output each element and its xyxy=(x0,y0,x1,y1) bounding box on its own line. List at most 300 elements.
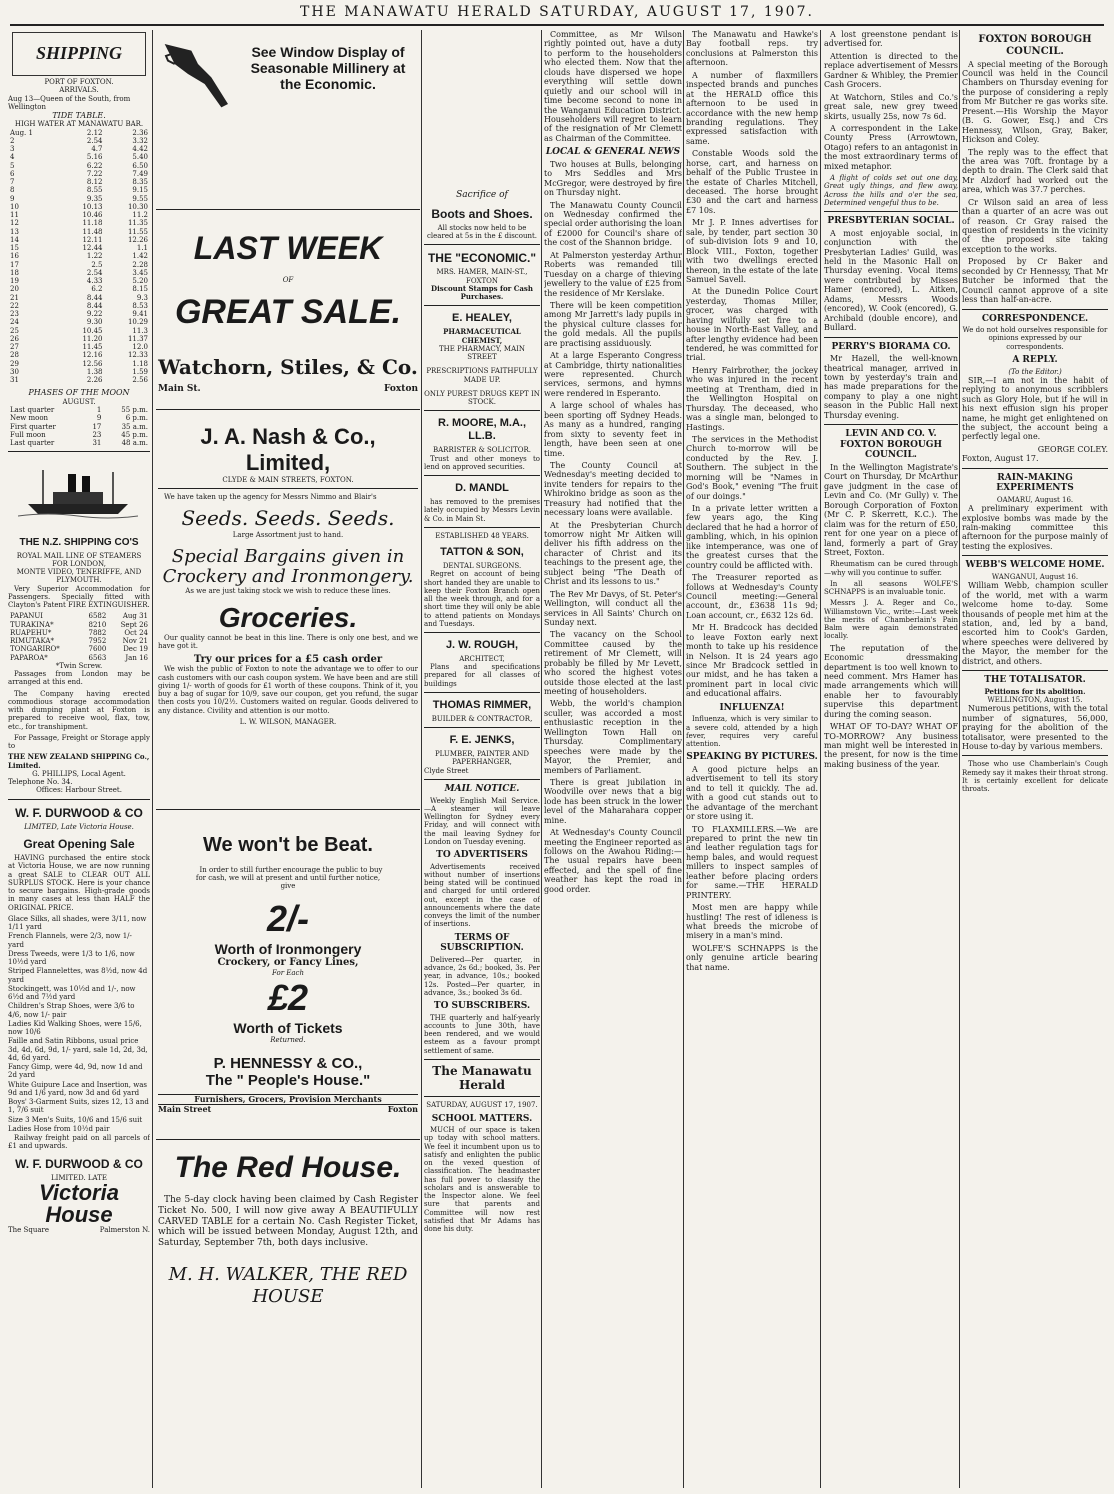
shipping-logo xyxy=(12,32,146,76)
tide-row xyxy=(8,195,150,203)
phases-title: PHASES OF THE MOON xyxy=(28,388,130,398)
phase-row-cell: 45 p.m. xyxy=(121,430,148,439)
of-text: OF xyxy=(282,275,294,284)
tide-row-cell: 10.45 xyxy=(82,326,103,335)
tide-row-cell: 10.29 xyxy=(127,318,148,327)
steamer-row-cell: Sept 26 xyxy=(120,620,148,629)
tide-row-cell: 12.16 xyxy=(82,351,103,360)
phases-table xyxy=(8,406,150,447)
tide-row-cell: 8.44 xyxy=(86,301,103,310)
phase-row-cell: 9 xyxy=(96,414,102,423)
mandl-title: D. MANDL xyxy=(455,482,509,495)
sale-text: HAVING purchased the entire stock at Victoria House, we are now running a great SALE to CLEAR OUT ALL SURPLUS STOCK. Here is your chance to secure bargains. High-grade goods in many cases at less than HALF the ORIGINAL PRICE. xyxy=(8,854,150,912)
phase-row-cell: 55 p.m. xyxy=(121,406,148,415)
tide-row-cell: 30 xyxy=(10,367,19,376)
steamer-row xyxy=(8,612,150,620)
reply-heading: A REPLY. xyxy=(1012,354,1058,365)
sale-item: Fancy Gimp, were 4d, 9d, now 1d and 2d yard xyxy=(8,1063,143,1080)
tide-row-cell: 18 xyxy=(10,268,19,277)
tide-row-cell: 1.38 xyxy=(86,367,103,376)
tide-row-cell: 12.0 xyxy=(132,343,148,352)
manager-signature: L. W. WILSON, MANAGER. xyxy=(239,717,337,726)
tide-row-cell: 11.37 xyxy=(127,334,148,343)
tide-row-cell: 2.12 xyxy=(86,128,103,137)
wolfes-small-text: In all seasons WOLFE'S SCHNAPPS is an invaluable tonic. xyxy=(824,579,958,597)
tide-row-cell: 1.1 xyxy=(136,244,148,253)
tide-row-cell: 11.48 xyxy=(82,227,103,236)
news-paragraph: Mr J. P. Innes advertises for sale, by tender, part section 30 of sub-division lots 9 and 10, Block VIII., Foxton, together with two dwellings erected thereon, in the estate of the late Samuel Savell. xyxy=(686,218,818,284)
telephone: Telephone No. 34. xyxy=(8,778,73,787)
news-paragraph: At Watchorn, Stiles and Co.'s great sale, new grey tweed skirts, usually 25s, now 7s 6d. xyxy=(824,92,958,121)
tide-row-cell: 11 xyxy=(10,211,19,220)
tide-row-cell: 10.13 xyxy=(82,202,103,211)
phases-subtitle: AUGUST. xyxy=(62,397,96,406)
column-business xyxy=(424,30,540,1488)
try-order-text: We wish the public of Foxton to note the advantage we to offer to our cash customers with our cash coupon system. We have been and are still giving 1/- worth of goods for £1 worth of these coupons. Think of it, you buy a bag of sugar for 10/9, save our coupon, get you refund, the sugar then costs you 10/2½. Customers waited on regular. Goods delivered to any distance. Civility and attention is our motto. xyxy=(158,665,418,715)
square-text: The Square xyxy=(8,1226,49,1235)
tide-row-cell: 3.32 xyxy=(132,136,148,145)
phase-row-cell: First quarter xyxy=(10,422,56,431)
news-paragraph: At the Presbyterian Church tomorrow night Mr Aitken will deliver his fifth address on the character of Christ and its teachings to the present age, the subject being "The Death of Christ and its lessons to us." xyxy=(544,520,682,587)
bargains-heading: Special Bargains given in Crockery and Ironmongery. xyxy=(162,546,414,588)
tide-row xyxy=(8,203,150,211)
terms-text: Delivered—Per quarter, in advance, 2s 6d.; booked, 3s. Per year, in advance, 10s.; booked 12s. Posted—Per quarter, in advance, 3s.; booked 3s 6d. xyxy=(424,955,540,997)
hennessy-title: P. HENNESSY & CO., xyxy=(213,1054,363,1072)
council-text: Cr Wilson said an area of less than a quarter of an acre was out of reason. Cr Gray raised the question of residents in the vicinity of the proposed site taking exception to the works. xyxy=(962,197,1108,254)
tide-row-cell: 9.35 xyxy=(86,194,103,203)
tide-row xyxy=(8,327,150,335)
moore-subtitle: BARRISTER & SOLICITOR. xyxy=(432,446,531,455)
tide-row xyxy=(8,360,150,368)
subscribers-text: THE quarterly and half-yearly accounts to June 30th, have been rendered, and we would esteem as a favour prompt settlement of same. xyxy=(424,1013,540,1055)
steamer-icon xyxy=(18,462,138,522)
drugs-text: ONLY PUREST DRUGS KEPT IN STOCK. xyxy=(424,389,540,407)
seeds-heading: Seeds. Seeds. Seeds. xyxy=(181,506,395,531)
tide-row-cell: 2.26 xyxy=(86,376,103,385)
news-paragraph: In a private letter written a few years ago, the King declared that he had a horror of gambling, which, in his opinion like intemperance, was one of the greatest curses that the country could be afflicted with. xyxy=(686,504,818,570)
economic-heading: THE "ECONOMIC." xyxy=(427,251,537,266)
tide-row-cell: 3.45 xyxy=(132,268,148,277)
sale-item: Glace Silks, all shades, were 3/11, now 1/11 yard xyxy=(8,914,147,932)
tide-row-cell: 20 xyxy=(10,285,19,294)
palmerston-text: Palmerston N. xyxy=(99,1226,150,1235)
most-men-text: Most men are happy while hustling! The rest of idleness is what breeds the microbe of misery in a man's mind. xyxy=(686,903,818,941)
red-house-heading: The Red House. xyxy=(174,1151,402,1184)
presbyterian-social-heading: PRESBYTERIAN SOCIAL. xyxy=(827,216,955,227)
tide-row-cell: 2.54 xyxy=(86,136,103,145)
tide-row-cell: 1.42 xyxy=(132,252,148,261)
red-house-text: The 5-day clock having been claimed by Cash Register Ticket No. 500, I will now give away A BEAUTIFULLY CARVED TABLE for a certain No. Cash Register Ticket, which will be issued between Monday, August 12th, and Saturday, September 7th, both days inclusive. xyxy=(158,1195,418,1248)
council-text: Proposed by Cr Baker and seconded by Cr Hennessy, That Mr Butcher be informed that the Council cannot approve of a site less than half-an-acre. xyxy=(962,257,1108,305)
foxton-text-2: Foxton xyxy=(387,1104,418,1115)
news-paragraph: Committee, as Mr Wilson rightly pointed out, have a duty to perform to the householders who elected them. Now that the clouds have dispersed we hope everything will settle down quietly and our school will in time become second to none in the Wanganui Education District. Householders will regret to learn of the resignation of Mr Clemett as Chairman of the Committee. xyxy=(544,30,682,143)
phase-row xyxy=(8,439,150,447)
steamer-row-cell: Jan 16 xyxy=(125,653,148,662)
sale-item: Size 3 Men's Suits, 10/6 and 15/6 suit xyxy=(8,1115,143,1124)
rimmer-title: THOMAS RIMMER, xyxy=(432,698,532,711)
tide-row-cell: 11.2 xyxy=(132,211,148,220)
tide-row-cell: 5.20 xyxy=(132,277,148,286)
steamer-row-cell: TURAKINA* xyxy=(10,620,54,629)
tide-row xyxy=(8,186,150,194)
tide-row-cell: 8.55 xyxy=(86,186,103,195)
tide-row-cell: 25 xyxy=(10,326,19,335)
nz-shipping-title: THE N.Z. SHIPPING CO'S xyxy=(19,536,139,548)
tatton-text: Regret on account of being short handed they are unable to keep their Foxton Branch open all the week through, and for a short time they will only be able to attend patients on Mondays and Tuesdays. xyxy=(424,570,540,628)
influenza-heading: INFLUENZA! xyxy=(719,702,785,713)
tide-row-cell: 9.55 xyxy=(132,194,148,203)
jenks-subtitle: PLUMBER, PAINTER AND PAPERHANGER, xyxy=(434,750,530,767)
tide-row-cell: 22 xyxy=(10,301,19,310)
coley-signature: GEORGE COLEY. xyxy=(1037,444,1108,454)
tide-subtitle: HIGH WATER AT MANAWATU BAR. xyxy=(14,120,144,129)
steamer-row-cell: Dec 19 xyxy=(123,645,148,654)
steamer-row-cell: 8210 xyxy=(88,620,107,629)
tide-row-cell: 11.55 xyxy=(127,227,148,236)
column-rule xyxy=(820,30,821,1488)
tide-row-cell: 12.56 xyxy=(82,359,103,368)
news-paragraph: The County Council at Wednesday's meeting decided to invite tenders for repairs to the Whirokino bridge as soon as the Treasury had notified that the necessary loans were available. xyxy=(544,460,682,518)
news-paragraph: Webb, the world's champion sculler, was accorded a most enthusiastic reception in the Wellington Town Hall on Thursday. Complimentary speeches were made by the Mayor, the Premier, and members of Parliament. xyxy=(544,699,682,775)
pointing-hand-icon xyxy=(158,34,238,114)
webb-place: WANGANUI, August 16. xyxy=(991,572,1079,581)
news-paragraph: A large school of whales has been sporting off Sydney Heads. As many as a hundred, ranging from sixty to seventy feet in length, have been seen at one time. xyxy=(544,401,682,458)
rheumatism-text: Rheumatism can be cured through—why will you continue to suffer. xyxy=(824,560,958,577)
worth-ironmongery: Worth of Ironmongery xyxy=(214,940,362,957)
tide-row xyxy=(8,145,150,153)
tatton-title: TATTON & SON, xyxy=(440,546,524,559)
tide-row xyxy=(8,277,150,285)
tide-row-cell: 7.49 xyxy=(132,169,148,178)
tide-row-cell: 2.54 xyxy=(86,268,103,277)
tide-row-cell: 16 xyxy=(10,252,19,261)
column-news-2 xyxy=(686,30,818,1488)
phase-row-cell: 23 xyxy=(92,430,102,439)
to-editor-text: (To the Editor.) xyxy=(1008,367,1062,376)
sale-item: Faille and Satin Ribbons, usual price 3d, 4d, 6d, 9d, 1/- yard, sale 1d, 2d, 3d, 4d, 6d yard. xyxy=(8,1037,148,1062)
healey-subtitle: PHARMACEUTICAL CHEMIST, xyxy=(443,327,521,345)
steamers-table xyxy=(8,612,150,662)
tide-row-cell: 2.56 xyxy=(132,376,148,385)
phase-row xyxy=(8,431,150,439)
sale-items-list xyxy=(8,915,150,1133)
correspondence-note: We do not hold ourselves responsible for opinions expressed by our correspondents. xyxy=(962,326,1108,351)
totalisator-heading: THE TOTALISATOR. xyxy=(984,675,1086,686)
news-paragraph: The vacancy on the School Committee caused by the retirement of Mr Clemett, will probably be filled by Mr Levett, who scored the highest votes outside those elected at the last meeting of householders. xyxy=(544,630,682,697)
sale-item: White Guipure Lace and Insertion, was 9d and 1/6 yard, now 3d and 6d yard xyxy=(8,1080,147,1097)
column-rule xyxy=(683,30,684,1488)
subscribers-heading: TO SUBSCRIBERS. xyxy=(433,1001,531,1012)
sale-item: Dress Tweeds, were 1/3 to 1/6, now 10½d yard xyxy=(8,949,135,967)
wont-be-beat-text: In order to still further encourage the public to buy for cash, we will at present and until further notice, give xyxy=(195,865,383,891)
tide-row-cell: 4.7 xyxy=(91,145,103,154)
jenks-title: F. E. JENKS, xyxy=(449,734,515,747)
tide-row-cell: 2 xyxy=(10,136,15,145)
steamer-row-cell: PAPANUI xyxy=(10,612,44,621)
steamer-row xyxy=(8,621,150,629)
tide-row xyxy=(8,211,150,219)
tide-row-cell: 6.2 xyxy=(91,285,103,294)
tide-row xyxy=(8,219,150,227)
school-matters-text: MUCH of our space is taken up today with school matters. We feel it incumbent upon us to satisfy and enlighten the public on the vexed question of classification. The headmaster has full power to classify the scholars and is answerable to the Inspector alone. We feel sure that parents and Committee will now rest satisfied that Mr Adams has done his duty. xyxy=(424,1126,540,1234)
tide-row-cell: 31 xyxy=(10,376,19,385)
local-agent: G. PHILLIPS, Local Agent. xyxy=(32,769,126,778)
tide-row-cell: 8.35 xyxy=(132,178,148,187)
news-paragraph: The Treasurer reported as follows at Wednesday's County Council meeting:—General account, dr., £3638 11s 9d; Loan account, cr., £632 12s 6d. xyxy=(686,573,818,620)
tide-row-cell: 6 xyxy=(10,169,15,178)
correspondence-heading: CORRESPONDENCE. xyxy=(981,313,1089,324)
peoples-house: The " People's House." xyxy=(205,1072,371,1090)
tide-row-cell: 9 xyxy=(10,194,15,203)
phase-row-cell: 17 xyxy=(92,422,102,431)
levin-text: In the Wellington Magistrate's Court on Thursday, Dr McArthur gave judgment in the case of Levin and Co. (Mr Gully) v. The Borough Corporation of Foxton (Mr C. P. Skerrett, K.C.). The claim was for the return of £50, rent for one year on a piece of land, formerly a part of Gray Street, Foxton. xyxy=(824,463,958,557)
mail-notice-text: Weekly English Mail Service.—A steamer will leave Wellington for Sydney every Friday, and will connect with the mail leaving Sydney for London on Tuesday evening. xyxy=(424,796,540,846)
tide-row-cell: 13 xyxy=(10,227,19,236)
mail-notice-heading: MAIL NOTICE. xyxy=(444,783,520,794)
phase-row-cell: New moon xyxy=(10,414,49,423)
rough-subtitle: ARCHITECT, xyxy=(459,654,505,663)
tide-row-cell: 12.33 xyxy=(127,351,148,360)
nash-subtitle: CLYDE & MAIN STREETS, FOXTON. xyxy=(222,475,354,484)
sale-item: Children's Strap Shoes, were 3/6 to 4/6, now 1/- pair xyxy=(8,1002,135,1019)
seeds-subtitle: Large Assortment just to hand. xyxy=(232,531,344,539)
tide-row-cell: 26 xyxy=(10,334,19,343)
tide-row xyxy=(8,162,150,170)
phase-row-cell: 1 xyxy=(96,406,102,415)
tide-row xyxy=(8,285,150,293)
durwood-title: W. F. DURWOOD & CO xyxy=(15,805,143,820)
tide-row-cell: 19 xyxy=(10,277,19,286)
tide-row-cell: 9.41 xyxy=(132,310,148,319)
tide-row-cell: 21 xyxy=(10,293,19,302)
tide-row xyxy=(8,228,150,236)
main-st: Main St. xyxy=(158,383,201,394)
news-paragraph: The Rev Mr Davys, of St. Peter's Wellington, will conduct all the services in All Saints' Church on Sunday next. xyxy=(544,589,682,627)
bargains-subtitle: As we are just taking stock we wish to reduce these lines. xyxy=(185,586,391,595)
hennessy-subtitle: Furnishers, Grocers, Provision Merchants xyxy=(158,1094,418,1105)
tide-row xyxy=(8,376,150,384)
biorama-heading: PERRY'S BIORAMA CO. xyxy=(831,341,951,352)
nz-company: THE NEW ZEALAND SHIPPING Co., Limited. xyxy=(8,752,150,770)
steamer-row-cell: PAPAROA* xyxy=(10,653,48,662)
tide-row xyxy=(8,252,150,260)
phase-row-cell: Last quarter xyxy=(10,406,55,415)
column-council xyxy=(962,30,1108,1488)
tide-row xyxy=(8,318,150,326)
sale-item: Ladies Kid Walking Shoes, were 15/6, now 10/6 xyxy=(8,1019,142,1037)
phase-row xyxy=(8,423,150,431)
tide-row-cell: 8.44 xyxy=(86,293,103,302)
tide-row-cell: 9.15 xyxy=(132,186,148,195)
news-paragraph: Constable Woods sold the horse, cart, and harness on behalf of the Public Trustee in the estate of Charles Mitchell, deceased. The horse brought £30 and the cart and harness £7 10s. xyxy=(686,149,818,215)
nash-title: J. A. Nash & Co., Limited, xyxy=(200,424,376,475)
webb-heading: WEBB'S WELCOME HOME. xyxy=(965,560,1105,571)
tide-row-cell: 12 xyxy=(10,219,19,228)
tide-row-cell: 24 xyxy=(10,318,19,327)
tide-row xyxy=(8,129,150,137)
tide-row xyxy=(8,170,150,178)
sale-item: Stockingett, was 10½d and 1/-, now 6½d and 7½d yard xyxy=(8,984,136,1002)
tide-row-cell: 2.28 xyxy=(132,260,148,269)
tide-row-cell: 6.50 xyxy=(132,161,148,170)
news-paragraph: Two houses at Bulls, belonging to Mrs Seddles and Mrs McGregor, were destroyed by fire on Thursday night. xyxy=(544,159,682,198)
twin-screw-note: *Twin Screw. xyxy=(55,661,103,670)
column-rule xyxy=(152,30,153,1488)
rough-title: J. W. ROUGH, xyxy=(445,639,519,652)
moore-title: R. MOORE, M.A., LL.B. xyxy=(438,417,526,443)
passages-note: Passages from London may be arranged at this end. xyxy=(8,670,150,687)
worth-tickets: Worth of Tickets xyxy=(233,1019,343,1036)
column-ads xyxy=(156,30,420,1488)
tide-row-cell: 9.3 xyxy=(136,293,148,302)
steamer-row-cell: Nov 21 xyxy=(122,637,148,646)
news-paragraph: Mr H. Bradcock has decided to leave Foxton early next month to take up his residence in Nelson. It is 24 years ago since Mr Bradcock settled in our midst, and he has taken a prominent part in local civic and educational affairs. xyxy=(686,623,818,699)
levin-heading: LEVIN AND CO. V. FOXTON BOROUGH COUNCIL. xyxy=(840,429,942,461)
shipping-logo-text: SHIPPING xyxy=(35,43,122,64)
tide-row-cell: 5.16 xyxy=(86,153,103,162)
tide-row-cell: 9.22 xyxy=(86,310,103,319)
see-window-display: See Window Display of Seasonable Millinery at the Economic. xyxy=(250,44,406,93)
tide-row-cell: 12.26 xyxy=(127,235,148,244)
tide-row-cell: 3 xyxy=(10,145,15,154)
tide-table xyxy=(8,129,150,385)
pharmacy-address: THE PHARMACY, MAIN STREET xyxy=(438,344,526,362)
arrival-line: Aug 13—Queen of the South, from Wellington xyxy=(8,94,131,111)
phase-row-cell: Full moon xyxy=(10,430,46,439)
phase-row-cell: 31 xyxy=(92,439,102,448)
tide-row xyxy=(8,236,150,244)
news-paragraph: A number of flaxmillers inspected brands and punches at the HERALD office this afternoon to be used in accordance with the new hemp branding regulations. They expressed satisfaction with same. xyxy=(686,70,818,146)
column-rule xyxy=(959,30,960,1488)
news-paragraph: The Manawatu and Hawke's Bay football reps. try conclusions at Palmerston this afternoon. xyxy=(686,30,818,68)
for-each-text: For Each xyxy=(272,969,304,978)
tide-row-cell: 7.22 xyxy=(86,169,103,178)
tide-row-cell: 11.18 xyxy=(82,219,103,228)
nash-agency: We have taken up the agency for Messrs Nimmo and Blair's xyxy=(164,493,377,502)
news-paragraph: The Manawatu County Council on Wednesday confirmed the special order authorising the loan of £2000 for Council's share of the cost of the Shannon bridge. xyxy=(544,200,682,248)
phase-row-cell: 6 p.m. xyxy=(125,414,148,423)
tide-row-cell: 11.3 xyxy=(132,326,148,335)
durwood-subtitle: LIMITED, Late Victoria House. xyxy=(24,822,134,831)
coley-date: Foxton, August 17. xyxy=(962,454,1039,464)
watchorn-stiles: Watchorn, Stiles, & Co. xyxy=(158,355,418,380)
tatton-established: ESTABLISHED 48 YEARS. xyxy=(435,531,529,540)
two-pound: £2 xyxy=(267,977,309,1019)
tide-row xyxy=(8,368,150,376)
company-text: The Company having erected commodious storage accommodation with dumping plant at Foxton is prepared to receive wool, flax, tow, etc., for transhipment. xyxy=(8,689,150,731)
advertisers-heading: TO ADVERTISERS xyxy=(436,850,528,861)
tide-row-cell: 10.46 xyxy=(82,211,103,220)
poem-text: A flight of colds set out one day, Great ugly things, and flew away, Across the hills and o'er the sea, Determined vengeful thus to be. xyxy=(824,174,958,207)
tide-row-cell: 1.59 xyxy=(132,367,148,376)
local-general-heading: LOCAL & GENERAL NEWS xyxy=(545,147,681,158)
tide-row-cell: 4.42 xyxy=(132,145,148,154)
steamer-row-cell: Aug 31 xyxy=(122,612,148,621)
tide-row-cell: 27 xyxy=(10,343,19,352)
news-paragraph: A correspondent in the Lake County Press (Arrowtown, Otago) refers to an antagonist in the most extraordinary terms of mixed metaphor. xyxy=(824,123,958,171)
foxton-text: Foxton xyxy=(384,383,418,394)
advertisers-text: Advertisements received without number of insertions being stated will be continued and charged for until ordered out, except in the case of announcements where the date conveys the limit of the number of insertions. xyxy=(424,862,540,929)
council-text: A special meeting of the Borough Council was held in the Council Chambers on Thursday evening for the purpose of considering a reply from Mr Butcher re gas works site. Present.—His Worship the Mayor (B. G. Gower, Esq.) and Crs Hennessy, Wilson, Gray, Baker, Hickson and Coley. xyxy=(962,59,1108,145)
durwood-title-2: W. F. DURWOOD & CO xyxy=(15,1156,143,1171)
rain-text: A preliminary experiment with explosive bombs was made by the rain-making committee this afternoon for the purpose mainly of testing the explosives. xyxy=(962,504,1108,551)
council-heading: FOXTON BOROUGH COUNCIL. xyxy=(978,34,1092,57)
news-paragraph: Attention is directed to the replace advertisement of Messrs Gardner & Whibley, the Premier Cash Grocers. xyxy=(824,51,958,90)
arrivals-heading: ARRIVALS. xyxy=(59,86,99,95)
flaxmillers-text: TO FLAXMILLERS.—We are prepared to print the new tin and leather regulation tags for hemp bales, and would request millers to inspect samples of leather before placing orders for same.—THE HERALD PRINTERY. xyxy=(686,824,818,900)
petitions-subheading: Petitions for its abolition. xyxy=(984,686,1086,696)
rain-place: OAMARU, August 16. xyxy=(996,495,1074,504)
durwood-subtitle-2: LIMITED. LATE xyxy=(50,1173,108,1182)
speaking-pictures-heading: SPEAKING BY PICTURES. xyxy=(686,752,818,763)
tide-row-cell: 15 xyxy=(10,244,19,253)
clyde-street: Clyde Street xyxy=(424,766,469,775)
port-heading: PORT OF FOXTON. xyxy=(44,78,114,86)
tide-row-cell: 11.45 xyxy=(82,343,103,352)
steamer-row-cell: TONGARIRO* xyxy=(10,645,60,654)
tide-row-cell: 10 xyxy=(10,202,19,211)
phase-row-cell: Last quarter xyxy=(10,439,55,448)
wont-be-beat-heading: We won't be Beat. xyxy=(203,834,373,856)
masthead-title: THE MANAWATU HERALD SATURDAY, AUGUST 17, 1907. xyxy=(300,4,814,20)
steamer-row-cell: RIMUTAKA* xyxy=(10,637,54,646)
presbyterian-social-text: A most enjoyable social, in conjunction with the Presbyterian Ladies' Guild, was held in the Masonic Hall on Thursday evening. Vocal items were contributed by Misses Hamer (encored), L. Aitken, Adams, Messrs Woods (encored), W. Cook (encored), G. Archibald (double encore), and Bullard. xyxy=(824,228,958,333)
news-paragraph: Henry Fairbrother, the jockey who was injured in the recent meeting at Trentham, died in the Wellington Hospital on Thursday. The deceased, who was a single man, belonged to Hastings. xyxy=(686,365,818,432)
news-paragraph: The services in the Methodist Church to-morrow will be conducted by the Rev. J. Southern. The subject in the morning will be "Names in God's Book," evening "The fruit of our doings." xyxy=(686,434,818,501)
speaking-pictures-text: A good picture helps an advertisement to tell its story and to tell it quickly. The ad. with a good cut stands out to the advantage of the merchant or store using it. xyxy=(686,764,818,822)
last-week-heading: LAST WEEK xyxy=(193,230,383,266)
terms-heading: TERMS OF SUBSCRIPTION. xyxy=(440,932,524,954)
economic-subtitle: MRS. HAMER, MAIN-ST., FOXTON xyxy=(436,268,528,285)
tide-row-cell: 11.20 xyxy=(82,334,103,343)
railway-note: Railway freight paid on all parcels of £1 and upwards. xyxy=(8,1134,150,1151)
sale-item: French Flannels, were 2/3, now 1/- yard xyxy=(8,932,132,949)
steamer-row-cell: 7600 xyxy=(88,645,107,654)
main-street-text: Main Street xyxy=(158,1104,212,1115)
tide-row-cell: 29 xyxy=(10,359,19,368)
offices: Offices: Harbour Street. xyxy=(36,786,122,795)
tide-row xyxy=(8,153,150,161)
column-rule xyxy=(421,30,422,1488)
tide-row xyxy=(8,178,150,186)
walker-signature: M. H. WALKER, THE RED HOUSE xyxy=(168,1264,408,1307)
great-sale-heading: GREAT SALE. xyxy=(174,293,402,331)
apply-text: For Passage, Freight or Storage apply to xyxy=(8,733,150,751)
news-paragraph: At the Dunedin Police Court yesterday, Thomas Miller, grocer, was charged with having wilfully set fire to a house in North-East Valley, and after lengthy evidence had been tendered, he was committed for trial. xyxy=(686,287,818,363)
moore-text: Trust and other moneys to lend on approved securities. xyxy=(424,454,540,471)
council-text: The reply was to the effect that the area was 70ft. frontage by a depth to drain. The Clerk said that Mr Alzdorf had worked out the area, which was 37.7 perches. xyxy=(962,147,1108,195)
news-paragraph: There is great jubilation in Woodville over news that a big lode has been struck in the lower level of the Maharahara copper mine. xyxy=(544,777,682,825)
tide-row-cell: 11.35 xyxy=(127,219,148,228)
tide-row-cell: 4 xyxy=(10,153,15,162)
reply-text: SIR,—I am not in the habit of replying to anonymous scribblers such as Glory Hole, but if he will in his next effusion sign his proper name, he might get enlightened on the subject, the account being a perfectly legal one. xyxy=(962,375,1108,442)
tide-row-cell: 8.15 xyxy=(132,285,148,294)
returned-text: Returned. xyxy=(270,1036,306,1045)
nz-shipping-via: MONTE VIDEO, TENERIFFE, AND PLYMOUTH. xyxy=(16,568,142,585)
sale-item: Striped Flannelettes, was 8½d, now 4d yard xyxy=(8,967,148,984)
victoria-house: Victoria House xyxy=(39,1180,119,1228)
tide-row-cell: Aug. 1 xyxy=(10,128,33,137)
totalisator-place: WELLINGTON, August 15. xyxy=(987,696,1083,704)
sale-item: Ladies Hose from 10½d pair xyxy=(8,1124,110,1133)
herald-date: SATURDAY, AUGUST 17, 1907. xyxy=(426,1101,538,1110)
news-paragraph: A lost greenstone pendant is advertised for. xyxy=(824,30,958,49)
phase-row-cell: 48 a.m. xyxy=(121,439,148,448)
tatton-subtitle: DENTAL SURGEONS. xyxy=(442,562,522,571)
steamer-row xyxy=(8,629,150,637)
chamberlain-text: Those who use Chamberlain's Cough Remedy say it makes their throat strong. It is certainly excellent for delicate throats. xyxy=(962,760,1108,794)
news-paragraph: At a large Esperanto Congress at Cambridge, thirty nationalities were represented. Church services, sermons, and hymns were rendered in Esperanto. xyxy=(544,351,682,398)
